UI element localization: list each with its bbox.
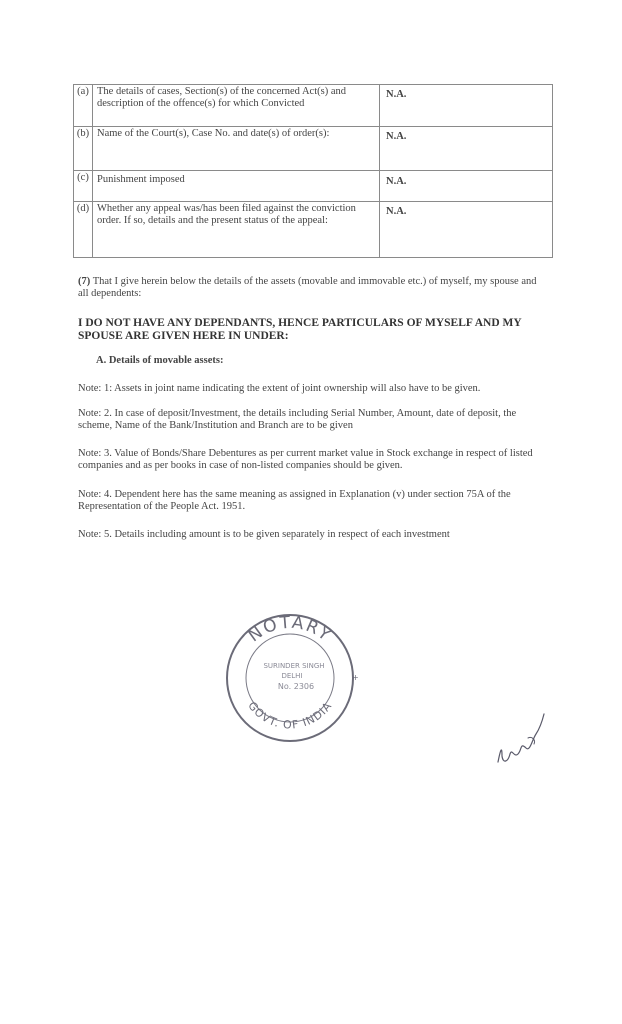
row-description: Punishment imposed [93,171,380,202]
note-3: Note: 3. Value of Bonds/Share Debentures as per current market value in Stock exchange in respect of listed companies and as per books in case of non-listed companies should be given. [78,448,533,471]
stamp-top-text: NOTARY [244,612,336,647]
note-5: Note: 5. Details including amount is to be given separately in respect of each investment [78,529,450,540]
row-value: N.A. [380,127,553,171]
notary-stamp [214,606,362,746]
note-1: Note: 1: Assets in joint name indicating the extent of joint ownership will also have to be given. [78,383,481,394]
no-dependants-declaration: I DO NOT HAVE ANY DEPENDANTS, HENCE PARTICULARS OF MYSELF AND MY SPOUSE ARE GIVEN HERE IN UNDER: [78,317,522,342]
stamp-line-3: No. 2306 [277,682,315,691]
section-text: That I give herein below the details of the assets (movable and immovable etc.) of myself, my spouse and all dependents: [78,276,537,299]
table-row [74,85,553,127]
row-description: Whether any appeal was/has been filed against the conviction order. If so, details and the present status of the appeal: [93,202,380,258]
movable-assets-heading: A. Details of movable assets: [96,355,224,366]
stamp-line-2: DELHI [281,672,303,680]
section-number: (7) [78,276,91,287]
row-index: (c) [74,171,93,202]
section-7-paragraph [78,276,548,300]
svg-text:+: + [352,673,359,682]
row-index: (d) [74,202,93,258]
table-row [74,171,553,202]
svg-text:GOVT. OF INDIA [245,699,334,731]
stamp-bottom-text: GOVT. OF INDIA [245,699,335,732]
note-4: Note: 4. Dependent here has the same meaning as assigned in Explanation (v) under section 75A of the Representation of the People Act. 1951. [78,489,511,512]
handwritten-signature [488,704,552,774]
svg-text:NOTARY [245,613,336,647]
conviction-details-table [73,84,553,258]
table-row [74,127,553,171]
table-row [74,202,553,258]
stamp-line-1: SURINDER SINGH [263,662,325,670]
row-value: N.A. [380,202,553,258]
row-value: N.A. [380,171,553,202]
row-value: N.A. [380,85,553,127]
row-description: Name of the Court(s), Case No. and date(s) of order(s): [93,127,380,171]
row-index: (a) [74,85,93,127]
row-index: (b) [74,127,93,171]
note-2: Note: 2. In case of deposit/Investment, the details including Serial Number, Amount, date of deposit, the scheme, Name of the Bank/Institution and Branch are to be given [78,408,517,431]
row-description: The details of cases, Section(s) of the concerned Act(s) and description of the offence(s) for which Convicted [93,85,380,127]
